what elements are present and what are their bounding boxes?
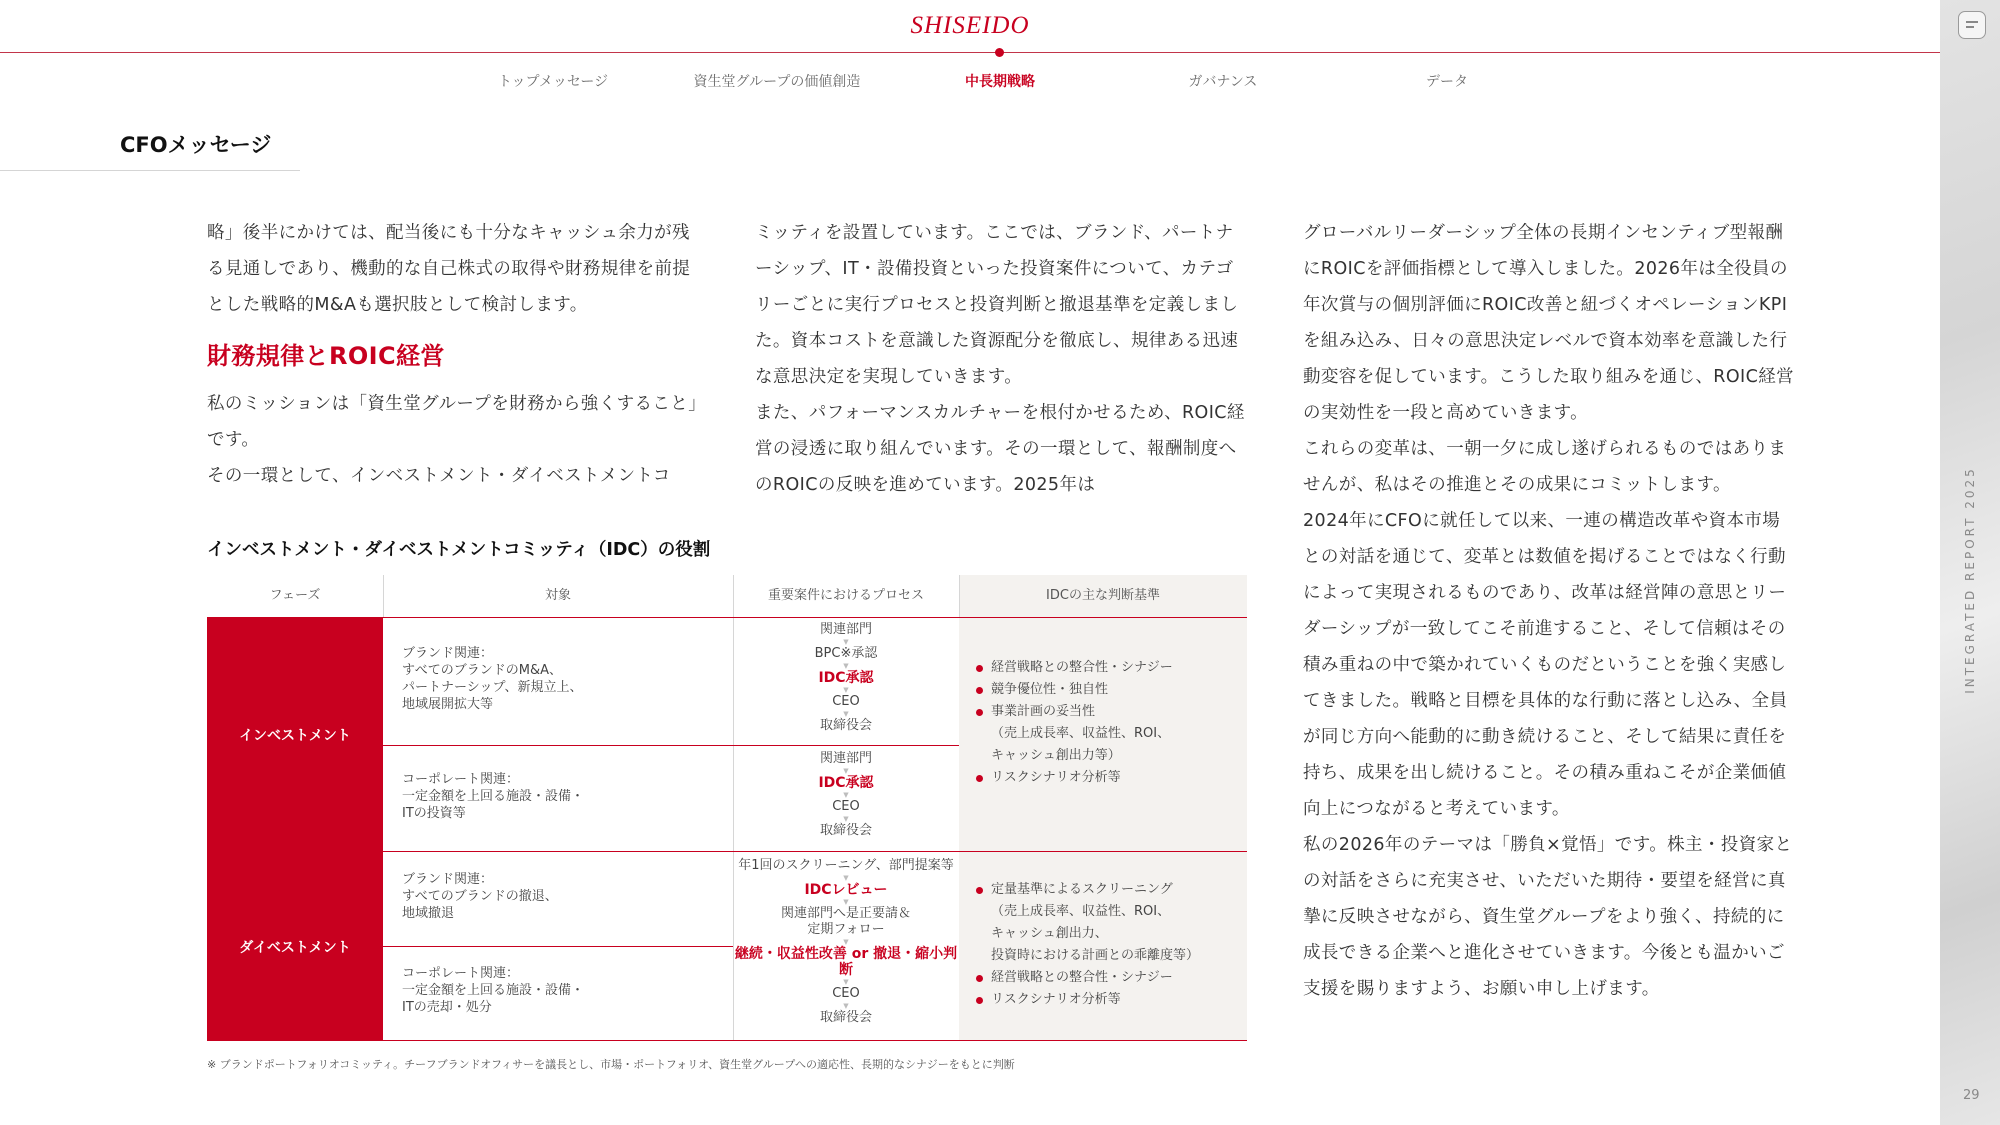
arrow-down-icon: ▼ xyxy=(843,938,849,946)
process-step: 年1回のスクリーニング、部門提案等 xyxy=(738,858,954,873)
process-step: BPC※承認 xyxy=(814,646,878,661)
target-line: ITの売却・処分 xyxy=(402,1000,492,1015)
criteria-item: リスクシナリオ分析等 xyxy=(975,767,1240,789)
page-number: 29 xyxy=(1963,1088,1980,1103)
paragraph: その一環として、インベストメント・ダイベストメントコ xyxy=(207,466,671,486)
arrow-down-icon: ▼ xyxy=(843,710,849,718)
header-divider xyxy=(0,52,1940,53)
process-step: 関連部門 xyxy=(819,622,872,637)
investment-brand-target xyxy=(402,645,602,713)
investment-brand-process xyxy=(733,622,959,734)
divestment-corporate-target xyxy=(402,965,602,1016)
divestment-process xyxy=(733,858,959,1026)
target-line: コーポレート関連： xyxy=(402,772,520,787)
header-process: 重要案件におけるプロセス xyxy=(767,588,924,603)
header xyxy=(0,0,1940,105)
investment-corporate-target xyxy=(402,771,602,822)
table-rule xyxy=(207,1040,1247,1041)
process-step-highlight: IDCレビュー xyxy=(804,882,888,898)
shiseido-logo[interactable]: SHISEIDO xyxy=(910,12,1030,39)
table-rule xyxy=(207,617,1247,618)
target-line: 一定金額を上回る施設・設備・ xyxy=(402,983,585,998)
paragraph: ミッティを設置しています。ここでは、ブランド、パートナーシップ、IT・設備投資といった投資案件について、カテゴリーごとに実行プロセスと投資判断と撤退基準を定義しました。資本コストを意識した資源配分を徹底し、規律ある迅速な意思決定を実現していきます。 xyxy=(755,223,1239,387)
table-rule xyxy=(207,851,1247,852)
phase-divestment: ダイベストメント xyxy=(207,852,383,1041)
criteria-item: リスクシナリオ分析等 xyxy=(975,989,1240,1011)
header-phase: フェーズ xyxy=(269,588,321,603)
table-title: インベストメント・ダイベストメントコミッティ（IDC）の役割 xyxy=(207,540,711,560)
header-criteria: IDCの主な判断基準 xyxy=(1046,588,1160,603)
arrow-down-icon: ▼ xyxy=(843,874,849,882)
process-step: CEO xyxy=(832,799,860,814)
criteria-item: 事業計画の妥当性 xyxy=(975,701,1240,723)
text-column-2 xyxy=(755,215,1250,503)
criteria-item: 経営戦略との整合性・シナジー xyxy=(975,967,1240,989)
investment-corporate-process xyxy=(733,751,959,839)
section-heading: 財務規律とROIC経営 xyxy=(207,342,445,370)
paragraph: 私の2026年のテーマは「勝負×覚悟」です。株主・投資家との対話をさらに充実させ、いただいた期待・要望を経営に真摯に反映させながら、資生堂グループをより強く、持続的に成長できる企業へと進化させていきます。今後とも温かいご支援を賜りますよう、お願い申し上げます。 xyxy=(1303,835,1793,999)
nav-top-message[interactable]: トップメッセージ xyxy=(497,74,609,90)
process-step: CEO xyxy=(832,986,860,1001)
paragraph: 略」後半にかけては、配当後にも十分なキャッシュ余力が残る見通しであり、機動的な自己株式の取得や財務規律を前提とした戦略的M&Aも選択肢として検討します。 xyxy=(207,223,691,315)
target-line: 地域撤退 xyxy=(402,906,455,921)
page-title: CFOメッセージ xyxy=(120,133,272,157)
target-line: コーポレート関連： xyxy=(402,966,520,981)
nav-governance[interactable]: ガバナンス xyxy=(1188,74,1258,90)
target-line: すべてのブランドの撤退、 xyxy=(402,889,558,904)
criteria-subitem: 投資時における計画との乖離度等） xyxy=(991,948,1200,963)
target-line: 一定金額を上回る施設・設備・ xyxy=(402,789,585,804)
criteria-item: 経営戦略との整合性・シナジー xyxy=(975,657,1240,679)
target-line: ブランド関連： xyxy=(402,872,494,887)
nav-value-creation[interactable]: 資生堂グループの価値創造 xyxy=(693,74,861,90)
menu-icon-bar xyxy=(1966,26,1974,28)
process-step: 関連部門 xyxy=(819,751,872,766)
process-step: CEO xyxy=(832,694,860,709)
process-step: 取締役会 xyxy=(819,823,872,838)
nav-medium-long-term-strategy[interactable]: 中長期戦略 xyxy=(965,74,1035,90)
criteria-subitem: キャッシュ創出力等） xyxy=(991,748,1121,763)
nav-data[interactable]: データ xyxy=(1426,74,1468,90)
paragraph: 私のミッションは「資生堂グループを財務から強くすること」です。 xyxy=(207,394,707,450)
arrow-down-icon: ▼ xyxy=(843,815,849,823)
menu-button[interactable] xyxy=(1958,11,1986,39)
investment-criteria-list xyxy=(975,657,1240,789)
criteria-subitem: （売上成長率、収益性、ROI、 xyxy=(991,726,1171,741)
process-step-highlight: 継続・収益性改善 or 撤退・縮小判断 xyxy=(734,946,958,978)
arrow-down-icon: ▼ xyxy=(843,662,849,670)
table-rule xyxy=(383,745,959,746)
title-underline xyxy=(0,170,300,171)
paragraph: グローバルリーダーシップ全体の長期インセンティブ型報酬にROICを評価指標として導入しました。2026年は全役員の年次賞与の個別評価にROIC改善と紐づくオペレーションKPIを組み込み、日々の意思決定レベルで資本効率を意識した行動変容を促しています。こうした取り組みを通じ、ROIC経営の実効性を一段と高めていきます。 xyxy=(1303,223,1795,423)
arrow-down-icon: ▼ xyxy=(843,1002,849,1010)
criteria-subitem: （売上成長率、収益性、ROI、 xyxy=(991,904,1171,919)
arrow-down-icon: ▼ xyxy=(843,638,849,646)
target-line: パートナーシップ、新規立上、 xyxy=(402,680,583,695)
target-line: ブランド関連： xyxy=(402,646,494,661)
arrow-down-icon: ▼ xyxy=(843,978,849,986)
process-step-highlight: IDC承認 xyxy=(818,670,874,686)
idc-role-table xyxy=(207,575,1247,1041)
criteria-subitem: キャッシュ創出力、 xyxy=(991,926,1108,941)
report-vertical-label: INTEGRATED REPORT 2025 xyxy=(1963,466,1977,694)
table-rule xyxy=(383,946,733,947)
arrow-down-icon: ▼ xyxy=(843,686,849,694)
paragraph: 2024年にCFOに就任して以来、一連の構造改革や資本市場との対話を通じて、変革とは数値を掲げることではなく行動によって実現されるものであり、改革は経営陣の意思とリーダーシップが一致してこそ前進すること、そして信頼はその積み重ねの中で築かれていくものだということを強く実感してきました。戦略と目標を具体的な行動に落とし込み、全員が同じ方向へ能動的に動き続けること、そして結果に責任を持ち、成果を出し続けること。その積み重ねこそが企業価値向上につながると考えています。 xyxy=(1303,511,1788,819)
active-section-dot xyxy=(995,48,1004,57)
criteria-item: 定量基準によるスクリーニング xyxy=(975,879,1240,901)
grid-line xyxy=(959,575,960,617)
process-step: 関連部門へ是正要請＆ xyxy=(780,906,911,921)
menu-icon xyxy=(1966,21,1978,23)
phase-investment: インベストメント xyxy=(207,618,383,851)
grid-line xyxy=(383,575,384,617)
footnote: ※ ブランドポートフォリオコミッティ。チーフブランドオフィサーを議長とし、市場・ポートフォリオ、資生堂グループへの適応性、長期的なシナジーをもとに判断 xyxy=(207,1058,1015,1071)
target-line: ITの投資等 xyxy=(402,806,466,821)
target-line: 地域展開拡大等 xyxy=(402,697,494,712)
divestment-brand-target xyxy=(402,871,602,922)
process-step: 定期フォロー xyxy=(807,922,885,937)
header-target: 対象 xyxy=(544,588,571,603)
target-line: すべてのブランドのM&A、 xyxy=(402,663,562,678)
divestment-criteria-list xyxy=(975,879,1240,1011)
process-step: 取締役会 xyxy=(819,718,872,733)
paragraph: また、パフォーマンスカルチャーを根付かせるため、ROIC経営の浸透に取り組んでいます。その一環として、報酬制度へのROICの反映を進めています。2025年は xyxy=(755,403,1245,495)
process-step-highlight: IDC承認 xyxy=(818,775,874,791)
criteria-item: 競争優位性・独自性 xyxy=(975,679,1240,701)
text-column-1 xyxy=(207,215,707,494)
arrow-down-icon: ▼ xyxy=(843,791,849,799)
arrow-down-icon: ▼ xyxy=(843,898,849,906)
text-column-3 xyxy=(1303,215,1798,1007)
process-step: 取締役会 xyxy=(819,1010,872,1025)
paragraph: これらの変革は、一朝一夕に成し遂げられるものではありませんが、私はその推進とその成果にコミットします。 xyxy=(1303,439,1787,495)
arrow-down-icon: ▼ xyxy=(843,767,849,775)
